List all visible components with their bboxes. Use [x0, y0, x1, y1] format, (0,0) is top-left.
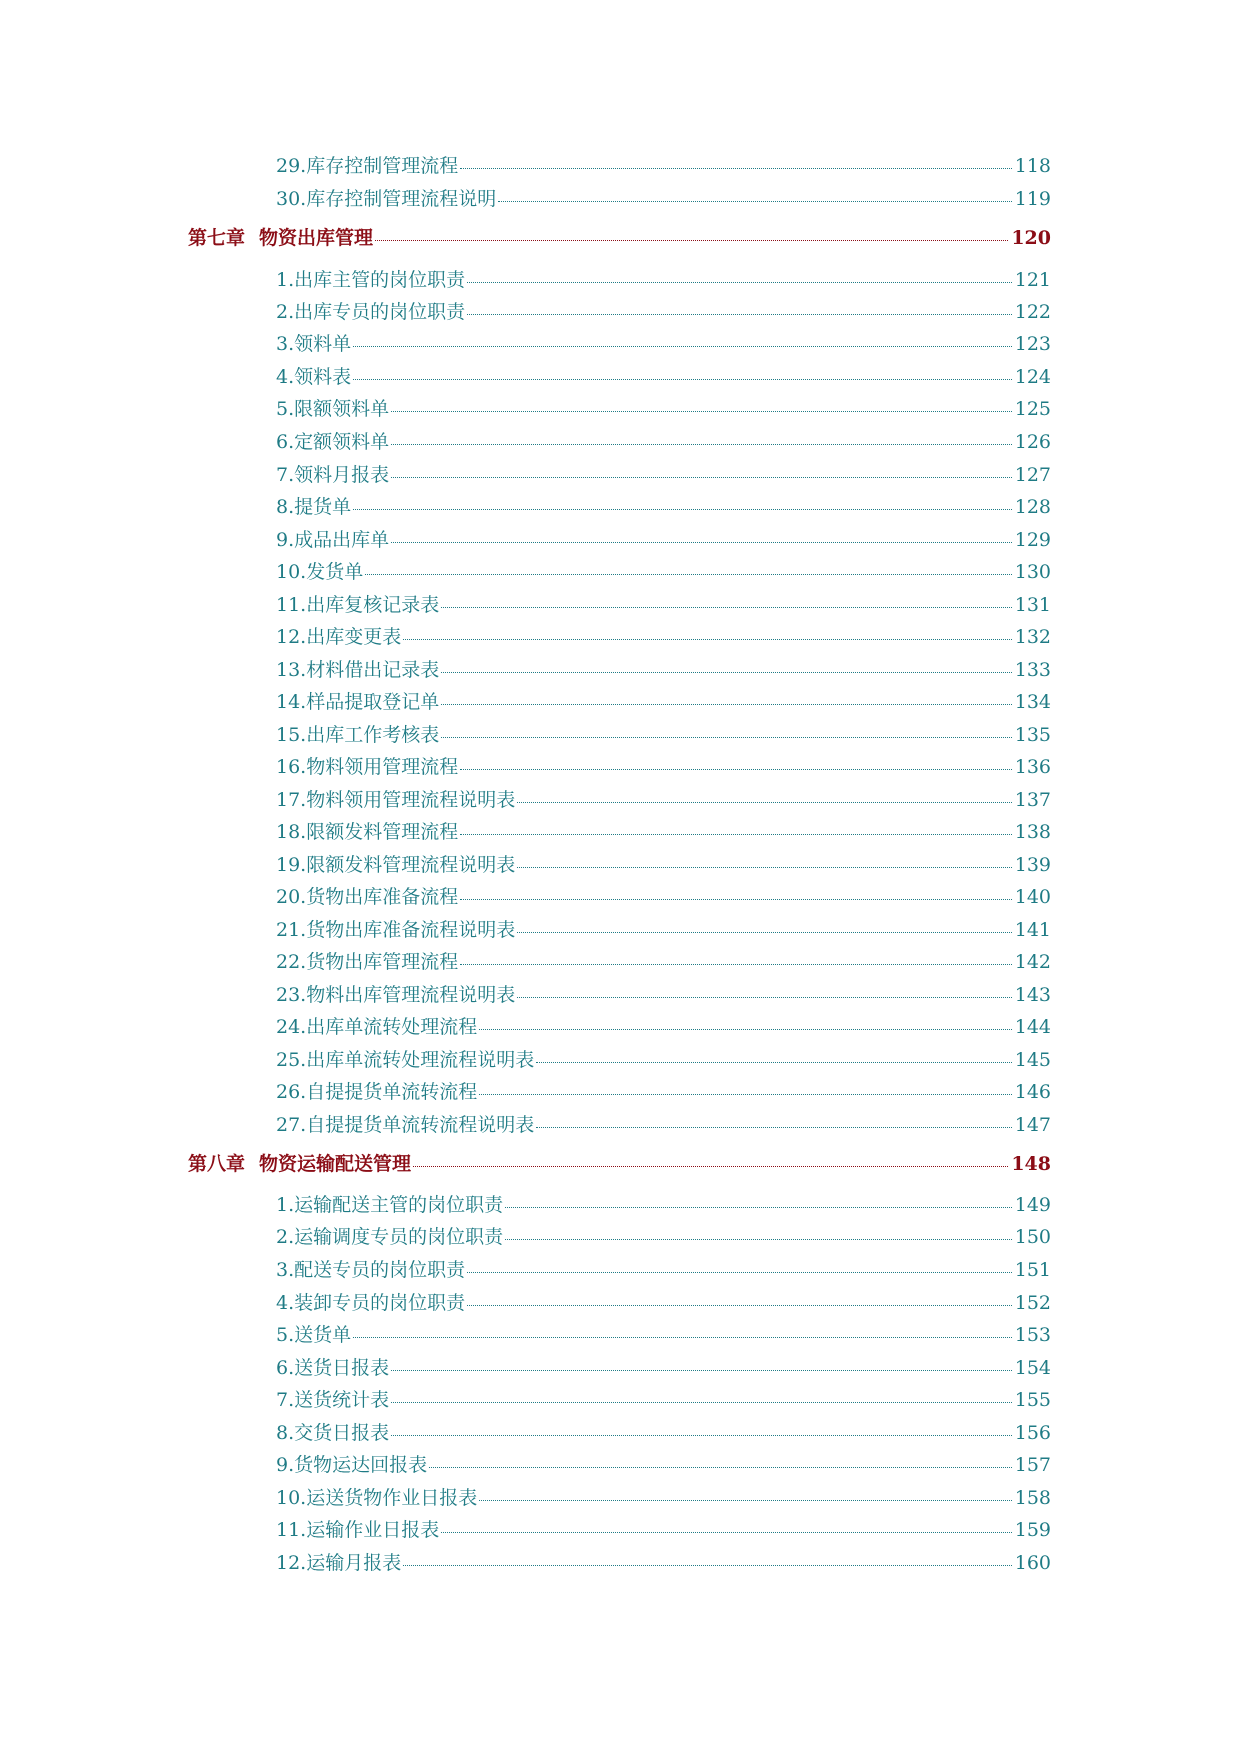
dot-leader	[479, 1029, 1012, 1030]
page-number: 159	[1014, 1519, 1051, 1541]
dot-leader	[441, 704, 1012, 705]
page-number: 122	[1014, 301, 1051, 323]
entry-title: 4.装卸专员的岗位职责	[276, 1292, 466, 1314]
page-number: 160	[1014, 1552, 1051, 1574]
toc-entry	[276, 921, 1051, 940]
dot-leader	[353, 509, 1012, 510]
toc-entry	[276, 823, 1051, 842]
page-number: 149	[1014, 1194, 1051, 1216]
entry-title: 22.货物出库管理流程	[276, 951, 459, 973]
entry-title: 2.运输调度专员的岗位职责	[276, 1226, 504, 1248]
dot-leader	[441, 607, 1012, 608]
dot-leader	[413, 1166, 1008, 1167]
page-number: 146	[1014, 1081, 1051, 1103]
toc-entry	[276, 368, 1051, 387]
toc-entry	[276, 1521, 1051, 1540]
dot-leader	[467, 282, 1012, 283]
page-number: 128	[1014, 496, 1051, 518]
entry-title: 20.货物出库准备流程	[276, 886, 459, 908]
page-number: 158	[1014, 1487, 1051, 1509]
toc-chapter-heading	[188, 1155, 1051, 1174]
entry-title: 21.货物出库准备流程说明表	[276, 919, 516, 941]
entry-title: 10.运送货物作业日报表	[276, 1487, 478, 1509]
entry-title: 6.定额领料单	[276, 431, 390, 453]
dot-leader	[536, 1062, 1012, 1063]
page-number: 154	[1014, 1357, 1051, 1379]
entry-title: 17.物料领用管理流程说明表	[276, 789, 516, 811]
toc-entry	[276, 1424, 1051, 1443]
chapter-title: 物资出库管理	[259, 227, 374, 249]
entry-title: 12.运输月报表	[276, 1552, 402, 1574]
page-number: 124	[1014, 366, 1051, 388]
toc-entry	[276, 1359, 1051, 1378]
entry-title: 19.限额发料管理流程说明表	[276, 854, 516, 876]
dot-leader	[517, 997, 1012, 998]
page-number: 153	[1014, 1324, 1051, 1346]
dot-leader	[467, 1305, 1012, 1306]
chapter-title: 物资运输配送管理	[259, 1153, 412, 1175]
page-number: 148	[1011, 1153, 1051, 1175]
toc-entry	[276, 271, 1051, 290]
toc-entry	[276, 1083, 1051, 1102]
page-number: 119	[1014, 188, 1051, 210]
dot-leader	[353, 1337, 1012, 1338]
toc-entry	[276, 303, 1051, 322]
toc-entry	[276, 1294, 1051, 1313]
page-number: 132	[1014, 626, 1051, 648]
page-number: 118	[1014, 155, 1051, 177]
page-number: 127	[1014, 464, 1051, 486]
toc-entry	[276, 1554, 1051, 1573]
page-number: 135	[1014, 724, 1051, 746]
dot-leader	[441, 672, 1012, 673]
dot-leader	[403, 1565, 1012, 1566]
toc-entry	[276, 628, 1051, 647]
page-number: 129	[1014, 529, 1051, 551]
page-number: 155	[1014, 1389, 1051, 1411]
entry-title: 12.出库变更表	[276, 626, 402, 648]
entry-title: 1.运输配送主管的岗位职责	[276, 1194, 504, 1216]
toc-entry	[276, 758, 1051, 777]
toc-entry	[276, 1326, 1051, 1345]
entry-title: 8.交货日报表	[276, 1422, 390, 1444]
chapter-label: 第七章	[188, 227, 246, 249]
toc-entry	[276, 157, 1051, 176]
dot-leader	[391, 1402, 1012, 1403]
dot-leader	[460, 964, 1012, 965]
toc-entry	[276, 661, 1051, 680]
page-number: 137	[1014, 789, 1051, 811]
dot-leader	[441, 1532, 1012, 1533]
toc-entry	[276, 466, 1051, 485]
entry-title: 11.出库复核记录表	[276, 594, 440, 616]
dot-leader	[391, 542, 1012, 543]
entry-title: 10.发货单	[276, 561, 364, 583]
toc-entry	[276, 596, 1051, 615]
dot-leader	[391, 444, 1012, 445]
dot-leader	[498, 201, 1012, 202]
entry-title: 9.成品出库单	[276, 529, 390, 551]
page-number: 143	[1014, 984, 1051, 1006]
page-number: 131	[1014, 594, 1051, 616]
dot-leader	[505, 1207, 1012, 1208]
entry-title: 7.领料月报表	[276, 464, 390, 486]
entry-title: 23.物料出库管理流程说明表	[276, 984, 516, 1006]
dot-leader	[365, 574, 1012, 575]
page-number: 139	[1014, 854, 1051, 876]
dot-leader	[391, 411, 1012, 412]
entry-title: 14.样品提取登记单	[276, 691, 440, 713]
page-number: 123	[1014, 333, 1051, 355]
dot-leader	[536, 1127, 1012, 1128]
page-number: 121	[1014, 269, 1051, 291]
toc-entry	[276, 1116, 1051, 1135]
dot-leader	[479, 1094, 1012, 1095]
entry-title: 26.自提提货单流转流程	[276, 1081, 478, 1103]
toc-entry	[276, 1261, 1051, 1280]
dot-leader	[517, 932, 1012, 933]
toc-entry	[276, 1391, 1051, 1410]
page-number: 138	[1014, 821, 1051, 843]
page-number: 157	[1014, 1454, 1051, 1476]
toc-entry	[276, 531, 1051, 550]
entry-title: 2.出库专员的岗位职责	[276, 301, 466, 323]
entry-title: 11.运输作业日报表	[276, 1519, 440, 1541]
dot-leader	[467, 314, 1012, 315]
dot-leader	[517, 867, 1012, 868]
entry-title: 15.出库工作考核表	[276, 724, 440, 746]
toc-entry	[276, 1018, 1051, 1037]
toc-entry	[276, 791, 1051, 810]
dot-leader	[391, 1435, 1012, 1436]
entry-title: 18.限额发料管理流程	[276, 821, 459, 843]
page-number: 141	[1014, 919, 1051, 941]
toc-entry	[276, 498, 1051, 517]
dot-leader	[353, 379, 1012, 380]
page-number: 151	[1014, 1259, 1051, 1281]
toc-entry	[276, 433, 1051, 452]
dot-leader	[403, 639, 1012, 640]
dot-leader	[460, 769, 1012, 770]
dot-leader	[460, 834, 1012, 835]
toc-entry	[276, 190, 1051, 209]
toc-entry	[276, 1489, 1051, 1508]
toc-entry	[276, 856, 1051, 875]
dot-leader	[353, 346, 1012, 347]
page-number: 152	[1014, 1292, 1051, 1314]
entry-title: 8.提货单	[276, 496, 352, 518]
toc-entry	[276, 335, 1051, 354]
dot-leader	[460, 168, 1012, 169]
entry-title: 27.自提提货单流转流程说明表	[276, 1114, 535, 1136]
toc-entry	[276, 1228, 1051, 1247]
entry-title: 5.送货单	[276, 1324, 352, 1346]
entry-title: 3.领料单	[276, 333, 352, 355]
toc-entry	[276, 1456, 1051, 1475]
dot-leader	[517, 802, 1012, 803]
entry-title: 16.物料领用管理流程	[276, 756, 459, 778]
entry-title: 9.货物运达回报表	[276, 1454, 428, 1476]
entry-title: 24.出库单流转处理流程	[276, 1016, 478, 1038]
dot-leader	[505, 1239, 1012, 1240]
toc-entry	[276, 400, 1051, 419]
toc-chapter-heading	[188, 229, 1051, 248]
toc-entry	[276, 1196, 1051, 1215]
dot-leader	[375, 240, 1008, 241]
page-number: 145	[1014, 1049, 1051, 1071]
toc-entry	[276, 1051, 1051, 1070]
entry-title: 4.领料表	[276, 366, 352, 388]
chapter-label: 第八章	[188, 1153, 246, 1175]
entry-title: 29.库存控制管理流程	[276, 155, 459, 177]
page-number: 142	[1014, 951, 1051, 973]
page-number: 130	[1014, 561, 1051, 583]
dot-leader	[479, 1500, 1012, 1501]
toc-entry	[276, 953, 1051, 972]
page-number: 144	[1014, 1016, 1051, 1038]
toc-entry	[276, 888, 1051, 907]
page-number: 120	[1011, 227, 1051, 249]
page-number: 133	[1014, 659, 1051, 681]
dot-leader	[429, 1467, 1012, 1468]
dot-leader	[391, 477, 1012, 478]
dot-leader	[441, 737, 1012, 738]
entry-title: 3.配送专员的岗位职责	[276, 1259, 466, 1281]
dot-leader	[391, 1370, 1012, 1371]
page-number: 150	[1014, 1226, 1051, 1248]
toc-entry	[276, 726, 1051, 745]
entry-title: 30.库存控制管理流程说明	[276, 188, 497, 210]
entry-title: 7.送货统计表	[276, 1389, 390, 1411]
page-number: 147	[1014, 1114, 1051, 1136]
toc-entry	[276, 986, 1051, 1005]
dot-leader	[467, 1272, 1012, 1273]
toc-entry	[276, 563, 1051, 582]
page-number: 156	[1014, 1422, 1051, 1444]
page-number: 134	[1014, 691, 1051, 713]
entry-title: 5.限额领料单	[276, 398, 390, 420]
entry-title: 1.出库主管的岗位职责	[276, 269, 466, 291]
page-number: 125	[1014, 398, 1051, 420]
page-number: 140	[1014, 886, 1051, 908]
toc-entry	[276, 693, 1051, 712]
page-number: 126	[1014, 431, 1051, 453]
entry-title: 13.材料借出记录表	[276, 659, 440, 681]
entry-title: 25.出库单流转处理流程说明表	[276, 1049, 535, 1071]
entry-title: 6.送货日报表	[276, 1357, 390, 1379]
dot-leader	[460, 899, 1012, 900]
page-number: 136	[1014, 756, 1051, 778]
